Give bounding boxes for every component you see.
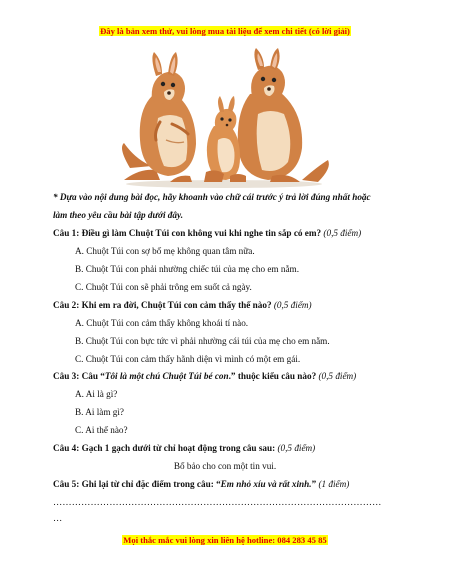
answer-line: …………………………………………………………………………………………… [53, 497, 382, 507]
preview-notice-text: Đây là bản xem thử, vui lòng mua tài liệu để xem chi tiết (có lời giải) [100, 26, 350, 36]
question-4-points: (0,5 điểm) [277, 443, 316, 453]
hotline-text: Mọi thắc mắc vui lòng xin liên hệ hotline: 084 283 45 85 [123, 535, 327, 545]
question-2-points: (0,5 điểm) [273, 300, 312, 310]
question-5 [53, 478, 349, 490]
kangaroo-family-illustration [112, 48, 334, 188]
question-4 [53, 442, 315, 454]
question-3-quote: Tôi là một chú Chuột Túi bé con [104, 371, 229, 381]
question-2-option-c: C. Chuột Túi con cảm thấy hãnh diện vì mình có một em gái. [75, 354, 301, 364]
question-5-prefix: Câu 5: Ghi lại từ chỉ đặc điểm trong câu: “ [53, 479, 221, 489]
question-4-label: Câu 4: Gạch 1 gạch dưới từ chỉ hoạt động trong câu sau: [53, 443, 276, 453]
question-3-suffix: .” thuộc kiểu câu nào? [228, 371, 317, 381]
question-1-option-b: B. Chuột Túi con phải nhường chiếc túi của mẹ cho em nằm. [75, 264, 299, 274]
hotline-banner [0, 535, 450, 545]
instruction-line-1: * Dựa vào nội dung bài đọc, hãy khoanh vào chữ cái trước ý trả lời đúng nhất hoặc [53, 192, 371, 202]
question-2 [53, 299, 312, 311]
question-1-option-c: C. Chuột Túi con sẽ phải trông em suốt cả ngày. [75, 282, 252, 292]
question-3-option-a: A. Ai là gì? [75, 389, 118, 399]
question-5-quote: Em nhỏ xíu và rất xinh. [220, 479, 312, 489]
answer-line-continuation: … [53, 513, 63, 523]
question-3-option-c: C. Ai thế nào? [75, 425, 128, 435]
question-5-points: (1 điểm) [318, 479, 350, 489]
question-1-option-a: A. Chuột Túi con sợ bố mẹ không quan tâm nữa. [75, 246, 255, 256]
question-2-option-a: A. Chuột Túi con cảm thấy không khoái tí nào. [75, 318, 249, 328]
question-2-option-b: B. Chuột Túi con bực tức vì phải nhường cái túi của mẹ cho em nằm. [75, 336, 330, 346]
preview-notice-banner [0, 26, 450, 36]
question-2-label: Câu 2: Khi em ra đời, Chuột Túi con cảm thấy thế nào? [53, 300, 272, 310]
question-3-option-b: B. Ai làm gì? [75, 407, 124, 417]
question-5-suffix: ” [311, 479, 317, 489]
question-3 [53, 370, 356, 382]
question-3-prefix: Câu 3: Câu “ [53, 371, 105, 381]
question-1-points: (0,5 điểm) [323, 228, 362, 238]
question-3-points: (0,5 điểm) [318, 371, 357, 381]
question-1-label: Câu 1: Điều gì làm Chuột Túi con không vui khi nghe tin sắp có em? [53, 228, 322, 238]
instruction-line-2: làm theo yêu cầu bài tập dưới đây. [53, 210, 184, 220]
question-1 [53, 227, 361, 239]
question-4-sentence: Bố bảo cho con một tin vui. [173, 461, 277, 471]
